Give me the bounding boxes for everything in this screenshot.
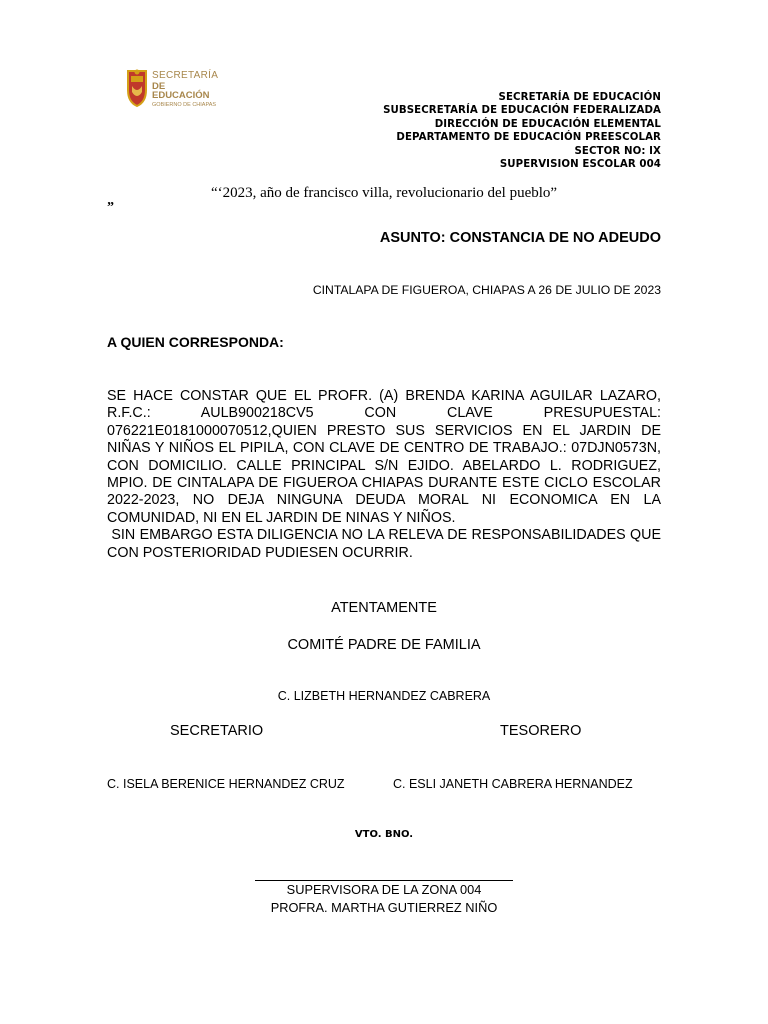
supervisor-title: SUPERVISORA DE LA ZONA 004 [286,882,482,897]
salutation: A QUIEN CORRESPONDA: [107,334,284,350]
treasurer-name: C. ESLI JANETH CABRERA HERNANDEZ [393,777,633,791]
body-paragraph: SIN EMBARGO ESTA DILIGENCIA NO LA RELEVA DE RESPONSABILIDADES QUE CON POSTERIORIDAD PUDIESEN OCURRIR. [107,527,665,561]
secretaria-logo [124,66,220,112]
logo-line-2: DE EDUCACIÓN [152,80,210,102]
secretary-label: SECRETARIO [170,723,264,739]
logo-line-1: SECRETARÍA [152,70,219,81]
place-and-date: CINTALAPA DE FIGUEROA, CHIAPAS A 26 DE JULIO DE 2023 [312,283,661,297]
treasurer-label: TESORERO [500,723,582,739]
president-name: C. LIZBETH HERNANDEZ CABRERA [277,689,491,703]
logo-line-3: GOBIERNO DE CHIAPAS [152,102,217,109]
header-line: DEPARTAMENTO DE EDUCACIÓN PREESCOLAR [396,132,661,144]
header-line: DIRECCIÓN DE EDUCACIÓN ELEMENTAL [434,118,661,130]
secretary-name: C. ISELA BERENICE HERNANDEZ CRUZ [107,777,345,791]
header-line: SUPERVISION ESCOLAR 004 [499,159,661,171]
committee-title: COMITÉ PADRE DE FAMILIA [287,637,481,653]
year-motto: “‘2023, año de francisco villa, revolucionario del pueblo” [210,185,558,201]
header-line: SECTOR NO: IX [574,145,661,157]
supervisor-name: PROFRA. MARTHA GUTIERREZ NIÑO [270,900,498,915]
signature-line [255,880,513,881]
closing-atentamente: ATENTAMENTE [331,600,437,616]
subject-line: ASUNTO: CONSTANCIA DE NO ADEUDO [379,230,661,246]
chiapas-coat-of-arms-icon [126,68,148,108]
header-line: SECRETARÍA DE EDUCACIÓN [498,92,661,103]
body-paragraph: SE HACE CONSTAR QUE EL PROFR. (A) BRENDA KARINA AGUILAR LAZARO, R.F.C.: AULB900218CV5 CON CLAVE PRESUPUESTAL: 076221E0181000070512,QUIEN PRESTO SUS SERVICIOS EN EL JARDIN DE NIÑAS Y NIÑOS EL PIPILA, CON CLAVE DE CENTRO DE TRABAJO.: 07DJN0573N, CON DOMICILIO. CALLE PRINCIPAL S/N EJIDO. ABELARDO L. RODRIGUEZ, MPIO. DE CINTALAPA DE FIGUEROA CHIAPAS DURANTE ESTE CICLO ESCOLAR 2022-2023, NO DEJA NINGUNA DEUDA MORAL NI ECONOMICA EN LA COMUNIDAD, NI EN EL JARDIN DE NINAS Y NIÑOS. [107,388,661,526]
certificate-body [107,388,665,562]
header-line: SUBSECRETARÍA DE EDUCACIÓN FEDERALIZADA [383,105,661,117]
approval-label: VTO. BNO. [354,829,414,840]
institution-header [383,91,661,171]
motto-closing-quote: ” [107,200,114,215]
